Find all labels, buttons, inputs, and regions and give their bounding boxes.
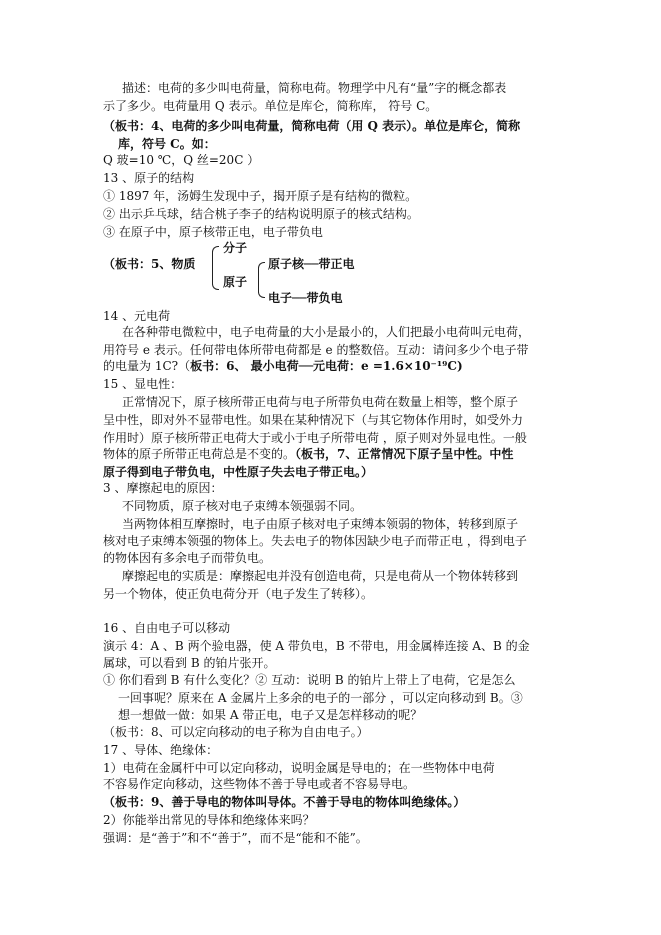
section-3-line-3: 核对电子束缚本领强的物体上。失去电子的物体因缺少电子而带正电 ，得到电子 xyxy=(103,534,527,548)
section-13-item-3: ③ 在原子中，原子核带正电，电子带负电 xyxy=(103,225,323,239)
section-16-line-1: 演示 4：A 、B 两个验电器，使 A 带负电，B 不带电，用金属棒连接 A、B 的金 xyxy=(103,639,530,653)
section-17-line-4: 2）你能举出常见的导体和绝缘体来吗？ xyxy=(103,813,315,827)
nucleus-label: 原子核──带正电 xyxy=(268,257,355,271)
section-15-line-1: 正常情况下，原子核所带正电荷与电子所带负电荷在数量上相等，整个原子 xyxy=(122,395,519,409)
intro-line-2: 示了多少。电荷量用 Q 表示。单位是库仑，简称库， 符号 C。 xyxy=(103,99,438,113)
section-15-line-4 xyxy=(103,446,513,462)
section-17-line-1: 1）电荷在金属杆中可以定向移动，说明金属是导电的；在一些物体中电荷 xyxy=(103,761,495,775)
section-17-line-2: 不容易作定向移动，这些物体不善于导电或者不容易导电。 xyxy=(103,777,416,791)
section-13-item-1: ① 1897 年，汤姆生发现中子，揭开原子是有结构的微粒。 xyxy=(103,189,418,203)
section-14-line-3 xyxy=(103,358,463,374)
section-15-text: 物体的原子所带正电荷总是不变的。 xyxy=(103,447,296,461)
intro-line-1: 描述：电荷的多少叫电荷量，简称电荷。物理学中凡有“量”字的概念都表 xyxy=(122,81,507,95)
electron-label: 电子──带负电 xyxy=(268,291,343,305)
matter-brace xyxy=(212,246,219,290)
section-3-title: 3 、摩擦起电的原因： xyxy=(103,481,223,495)
atom-label: 原子 xyxy=(223,275,248,289)
section-3-line-2: 当两物体相互摩擦时，电子由原子核对电子束缚本领弱的物体，转移到原子 xyxy=(122,517,519,531)
board-note-5-label: （板书：5、物质 xyxy=(103,257,196,271)
section-14-line-2: 用符号 e 表示。任何带电体所带电荷都是 e 的整数倍。互动：请问多少个电子带 xyxy=(103,343,529,357)
board-note-8: （板书：8、可以定向移动的电子称为自由电子。） xyxy=(103,725,369,739)
board-note-7-line-1: （板书，7、正常情况下原子呈中性。中性 xyxy=(295,447,514,461)
section-13-item-2: ② 出示乒乓球，结合桃子李子的结构说明原子的核式结构。 xyxy=(103,207,419,221)
section-14-question: 的电量为 1C?（ xyxy=(103,359,191,373)
section-16-line-5: 想一想做一做：如果 A 带正电，电子又是怎样移动的呢？ xyxy=(118,708,423,722)
charge-example: Q 玻=10 ℃，Q 丝=20C ） xyxy=(103,153,260,167)
section-16-line-2: 属球，可以看到 B 的铂片张开。 xyxy=(103,656,276,670)
section-17-line-5: 强调：是“善于”和不“善于”，而不是“能和不能”。 xyxy=(103,831,368,845)
section-16-title: 16 、自由电子可以移动 xyxy=(103,621,231,635)
molecule-label: 分子 xyxy=(223,241,248,255)
atom-brace xyxy=(258,262,265,298)
section-13-title: 13 、原子的结构 xyxy=(103,171,195,185)
section-3-line-1: 不同物质，原子核对电子束缚本领强弱不同。 xyxy=(122,499,363,513)
board-note-6: 板书：6、 最小电荷──元电荷：e =1.6×10⁻¹⁹C) xyxy=(190,359,463,373)
board-note-7-line-2: 原子得到电子带负电，中性原子失去电子带正电。） xyxy=(103,465,374,479)
section-3-line-6: 另一个物体，使正负电荷分开（电子发生了转移）。 xyxy=(103,587,374,601)
section-16-line-3: ① 你们看到 B 有什么变化？② 互动：说明 B 的铂片上带上了电荷，它是怎么 xyxy=(103,673,516,687)
section-15-line-2: 呈中性，即对外不显带电性。如果在某种情况下（与其它物体作用时，如受外力 xyxy=(103,413,524,427)
board-note-4-line-2: 库，符号 C。如： xyxy=(118,137,216,151)
section-3-line-4: 的物体因有多余电子而带负电。 xyxy=(103,551,272,565)
section-14-line-1: 在各种带电微粒中，电子电荷量的大小是最小的，人们把最小电荷叫元电荷， xyxy=(122,325,531,339)
board-note-4-line-1: （板书：4、电荷的多少叫电荷量，简称电荷（用 Q 表示）。单位是库仑，简称 xyxy=(103,119,521,133)
section-3-line-5: 摩擦起电的实质是：摩擦起电并没有创造电荷，只是电荷从一个物体转移到 xyxy=(122,569,519,583)
section-15-title: 15 、显电性： xyxy=(103,377,183,391)
section-17-title: 17 、导体、绝缘体： xyxy=(103,743,219,757)
section-16-line-4: 一回事呢？原来在 A 金属片上多余的电子的一部分 ，可以定向移动到 B。③ xyxy=(118,691,523,705)
section-15-line-3: 作用时）原子核所带正电荷大于或小于电子所带电荷 ，原子则对外显电性。一般 xyxy=(103,431,527,445)
board-note-9: （板书：9、善于导电的物体叫导体。不善于导电的物体叫绝缘体。） xyxy=(103,795,466,809)
section-14-title: 14 、元电荷 xyxy=(103,309,171,323)
